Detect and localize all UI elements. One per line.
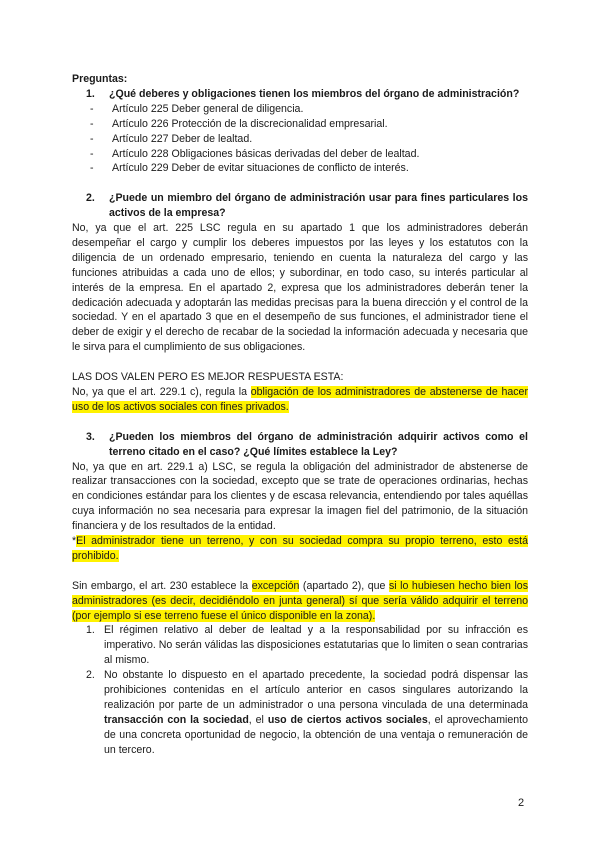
question-3-number: 3.	[86, 430, 95, 443]
question-2-text: ¿Puede un miembro del órgano de administración usar para fines particulares los activos de la empresa?	[109, 192, 528, 220]
list-item: - Artículo 227 Deber de lealtad.	[90, 132, 253, 145]
page-number: 2	[518, 797, 525, 809]
question-1	[72, 87, 528, 102]
list-item: - Artículo 228 Obligaciones básicas derivadas del deber de lealtad.	[90, 147, 420, 160]
list-item: - Artículo 226 Protección de la discrecionalidad empresarial.	[90, 117, 388, 130]
question-3	[72, 430, 528, 460]
question-1-number: 1.	[86, 87, 95, 100]
list-item: - Artículo 225 Deber general de diligencia.	[90, 102, 304, 115]
answer-3: No, ya que en art. 229.1 a) LSC, se regula la obligación del administrador de abstenerse de realizar transacciones con la sociedad, excepto que se trate de operaciones ordinarias, hechas en condiciones estándar para los clientes y de escasa relevancia, entendiendo por tales aquéllas cuya información no sea necesaria para expresar la imagen fiel del patrimonio, de la situación financiera y de los resultados de la entidad.	[72, 460, 528, 533]
article-list	[72, 102, 528, 177]
highlight: excepción	[251, 579, 300, 592]
example-note: *El administrador tiene un terreno, y con su sociedad compra su propio terreno, esto está prohibido.	[72, 535, 528, 562]
highlight: El administrador tiene un terreno, y con su sociedad compra su propio terreno, esto está prohibido.	[72, 535, 528, 562]
note: LAS DOS VALEN PERO ES MEJOR RESPUESTA ESTA:	[72, 371, 344, 384]
question-2-number: 2.	[86, 192, 95, 205]
law-list	[72, 623, 528, 757]
list-item: 2. No obstante lo dispuesto en el apartado precedente, la sociedad podrá dispensar las prohibiciones contenidas en el artículo anterior en casos singulares autorizando la realización por parte de un administrador o una persona vinculada de una determinada transacción con la sociedad, el uso de ciertos activos sociales, el aprovechamiento de una concreta oportunidad de negocio, la obtención de una ventaja o remuneración de un tercero.	[86, 669, 528, 756]
best-answer-2: No, ya que el art. 229.1 c), regula la obligación de los administradores de abstenerse de hacer uso de los activos sociales con fines privados.	[72, 386, 528, 413]
question-3-text: ¿Pueden los miembros del órgano de administración adquirir activos como el terreno citado en el caso? ¿Qué límites establece la Ley?	[109, 430, 528, 458]
highlight: obligación de los administradores de abstenerse de hacer uso de los activos sociales con fines privados.	[72, 386, 528, 413]
highlight: si lo hubiesen hecho bien los administradores (es decir, decidiéndolo en junta general) sí que sería válido adquirir el terreno (por ejemplo si ese terreno fuese el único disponible en la zona).	[72, 579, 528, 622]
question-1-text: ¿Qué deberes y obligaciones tienen los miembros del órgano de administración?	[109, 87, 520, 100]
heading: Preguntas:	[72, 73, 128, 85]
list-item: - Artículo 229 Deber de evitar situaciones de conflicto de interés.	[90, 162, 409, 175]
exception-paragraph: Sin embargo, el art. 230 establece la excepción (apartado 2), que si lo hubiesen hecho bien los administradores (es decir, decidiéndolo en junta general) sí que sería válido adquirir el terreno (por ejemplo si ese terreno fuese el único disponible en la zona).	[72, 579, 528, 622]
answer-2: No, ya que el art. 225 LSC regula en su apartado 1 que los administradores deberán desempeñar el cargo y cumplir los deberes impuestos por las leyes y los estatutos con la diligencia de un ordenado empresario, teniendo en cuenta la naturaleza del cargo y las funciones atribuidas a cada uno de ellos; y subordinar, en todo caso, su interés particular al interés de la empresa. En el apartado 2, expresa que los administradores deberán tener la dedicación adecuada y adoptarán las medidas precisas para la buena dirección y el control de la sociedad. Y en el apartado 3 que en el desempeño de sus funciones, el administrador tiene el deber de exigir y el derecho de recabar de la sociedad la información adecuada y necesaria que le sirva para el cumplimiento de sus obligaciones.	[72, 222, 528, 354]
list-item: 1. El régimen relativo al deber de lealtad y a la responsabilidad por su infracción es imperativo. No serán válidas las disposiciones estatutarias que lo limiten o sean contrarias al mismo.	[86, 624, 528, 667]
question-2	[72, 191, 528, 221]
document-page	[72, 72, 528, 758]
